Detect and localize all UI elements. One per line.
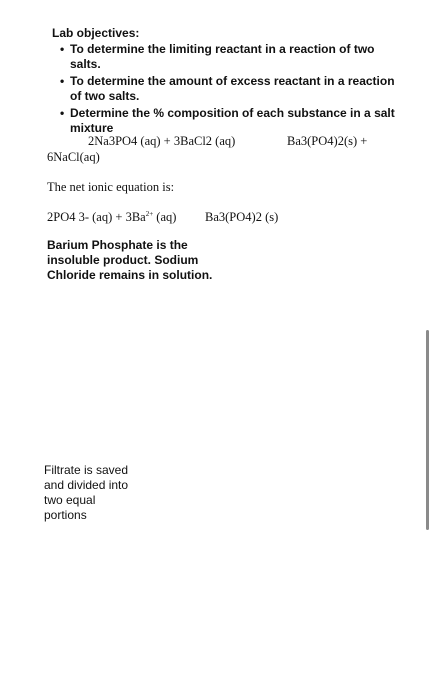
objective-item <box>60 74 400 104</box>
objective-item <box>60 42 400 72</box>
objectives-list <box>60 42 400 138</box>
equation-continuation: 6NaCl(aq) <box>47 150 100 164</box>
net-ionic-product: Ba3(PO4)2 (s) <box>205 210 279 224</box>
objective-text: Determine the % composition of each substance in a salt mixture <box>70 106 395 135</box>
barium-charge: 2+ <box>145 210 154 218</box>
objective-item <box>60 106 400 136</box>
bullet-icon: • <box>60 42 65 56</box>
net-ionic-left-prefix: 2PO4 3- (aq) + 3Ba <box>47 210 146 225</box>
filtrate-note: Filtrate is saved and divided into two equal portions <box>44 463 129 522</box>
bullet-icon: • <box>60 106 65 120</box>
vertical-scrollbar[interactable] <box>426 330 429 530</box>
net-ionic-label: The net ionic equation is: <box>47 180 175 194</box>
net-ionic-reactants <box>47 210 176 225</box>
net-ionic-left-suffix: (aq) <box>153 210 177 225</box>
lab-objectives-heading: Lab objectives: <box>52 26 140 40</box>
equation-products: Ba3(PO4)2(s) + <box>287 134 368 148</box>
precipitate-note: Barium Phosphate is the insoluble product. Sodium Chloride remains in solution. <box>47 238 213 282</box>
objective-text: To determine the limiting reactant in a reaction of two salts. <box>70 42 375 71</box>
bullet-icon: • <box>60 74 65 88</box>
equation-reactants: 2Na3PO4 (aq) + 3BaCl2 (aq) <box>88 134 236 148</box>
objective-text: To determine the amount of excess reactant in a reaction of two salts. <box>70 74 395 103</box>
